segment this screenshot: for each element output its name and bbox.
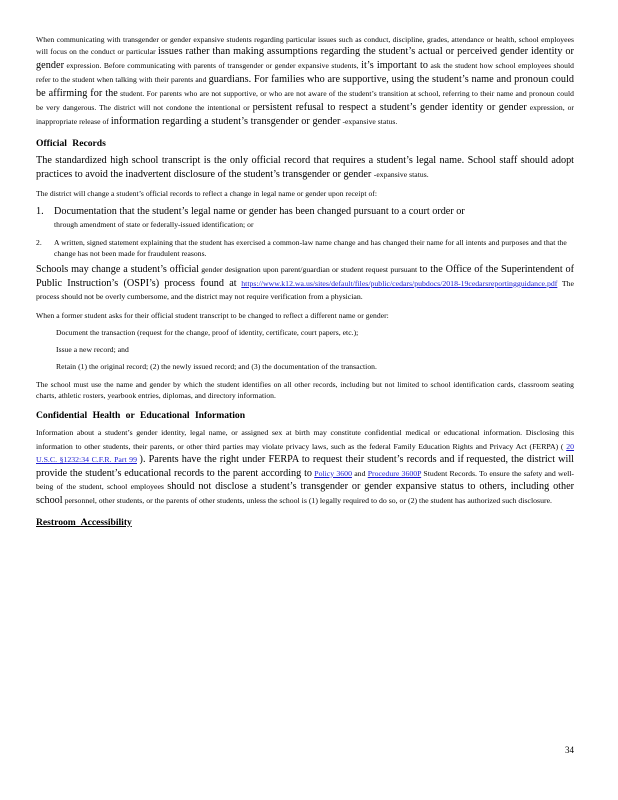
heading-restroom-accessibility: Restroom Accessibility <box>36 516 132 528</box>
list-item <box>36 344 574 355</box>
checkbox-bullet-icon <box>36 327 56 338</box>
text-run: expression, or inappropriate release of <box>36 103 574 127</box>
text-run: it’s important to <box>361 60 429 72</box>
list-text: Retain (1) the original record; (2) the newly issued record; and (3) the documentation of the transaction. <box>56 362 377 372</box>
text-run: requested, the district will provide the student’s educational records to the parent according to <box>36 454 575 479</box>
text-run: The standardized high school transcript is the only official record that requires a student’s legal name. School staff should adopt practices to avoid the inadvertent disclosure of the student’s transgender or gender <box>36 155 574 181</box>
text-run: student. For parents who are not supportive, or who are not aware of the student’s transition at school, <box>120 89 441 99</box>
paragraph-confidential <box>36 426 574 508</box>
policy-3600-link[interactable]: Policy 3600 <box>314 468 352 478</box>
text-run: information regarding a student’s transgender or gender <box>110 116 341 128</box>
checkbox-bullet-icon <box>36 344 56 355</box>
text-run: ask the student how school employees should refer to the student when talking with their parents and <box>36 61 574 85</box>
list-item <box>36 205 574 230</box>
text-run: ). Parents have the right under FERPA to request their student’s records and if <box>139 454 464 466</box>
document-page <box>36 34 574 529</box>
paragraph-records-change: The district will change a student’s official records to reflect a change in legal name or gender upon receipt of: <box>36 189 378 199</box>
text-run: issues rather than making assumptions regarding the student’s actual or perceived gender identity or gender <box>36 46 574 72</box>
list-item <box>36 327 574 338</box>
paragraph-schools-may-change <box>36 263 574 304</box>
text-run: to the Office of the Superintendent of Public Instruction’s (OSPI’s) process found at <box>36 264 575 289</box>
text-run: Student Records. To ensure the safety and well-being of the student, school employees <box>36 468 575 492</box>
text-run: personnel, other students, or the parents of other students, unless the school is (1) legally required to do so, or (2) the student has authorized such disclosure. <box>64 495 552 505</box>
paragraph-transcript <box>36 154 574 182</box>
list-text: A written, signed statement explaining that the student has exercised a common-law name change and has changed their name for all intents and purposes and that the change has not been made for fraudulent reasons. <box>54 237 567 258</box>
text-run: When communicating with transgender or gender expansive students regarding particular issues such as conduct, discipline, grades, attendance or health, school employees will focus on the conduct or particular <box>36 35 574 57</box>
list-item <box>36 237 574 259</box>
checkbox-bullet-icon <box>36 361 56 372</box>
paragraph-former-student: When a former student asks for their official student transcript to be changed to reflect a different name or gender: <box>36 310 389 320</box>
heading-official-records: Official Records <box>36 138 106 150</box>
text-run: The process should not be overly cumbersome, and the district may not require verification from a physician. <box>36 278 574 302</box>
heading-confidential-information: Confidential Health or Educational Information <box>36 410 246 422</box>
paragraph-communication <box>36 34 574 129</box>
list-item <box>36 361 574 372</box>
text-run: Information about a student’s gender identity, legal name, or assigned sex at birth may constitute confidential medical or educational information. Disclosing this information to other students, their parents, or other third parties may violate privacy laws, such as the federal Family Education Rights and Privacy Act (FERPA) ( <box>36 428 574 451</box>
text-run: persistent refusal to respect a student’s gender identity or gender <box>252 102 527 114</box>
text-run: and <box>354 468 366 478</box>
text-run: expression. Before communicating with parents of transgender or gender expansive students, <box>66 61 359 71</box>
list-text: through amendment of state or federally-issued identification; or <box>54 220 254 230</box>
procedure-3600p-link[interactable]: Procedure 3600P <box>367 468 422 478</box>
list-text: Document the transaction (request for the change, proof of identity, certificate, court papers, etc.); <box>56 328 359 337</box>
text-run: guardians. For families who are supportive, using the student’s name and pronoun could be affirming for the <box>36 74 575 100</box>
ospi-guidance-link[interactable]: https://www.k12.wa.us/sites/default/files/public/cedars/pubdocs/2018-19cedarsreportingguidance.pdf <box>241 278 558 288</box>
text-run: should not disclose a student’s transgender or gender expansive status to others, including other school <box>36 481 574 506</box>
paragraph-school-must-use: The school must use the name and gender by which the student identifies on all other records, including but not limited to school identification cards, classroom seating charts, athletic rosters, yearbook entries, diplomas, and directory information. <box>36 379 574 400</box>
list-text: Documentation that the student’s legal name or gender has been changed pursuant to a court order or <box>54 206 465 218</box>
text-run: gender designation upon parent/guardian or student request pursuant <box>201 265 418 275</box>
page-number: 34 <box>565 745 574 755</box>
text-run: -expansive status. <box>342 117 398 127</box>
list-number: 1. <box>36 206 44 218</box>
list-number: 2. <box>36 237 42 247</box>
ferpa-citation-link[interactable]: 20 U.S.C. §1232:34 C.F.R. Part 99 <box>36 441 575 465</box>
text-run: referring to their name and pronoun could be very dangerous. The district will not condone the intentional or <box>36 89 574 113</box>
text-run: -expansive status. <box>373 170 429 180</box>
list-text: Issue a new record; and <box>56 345 129 355</box>
text-run: Schools may change a student’s official <box>36 264 199 276</box>
